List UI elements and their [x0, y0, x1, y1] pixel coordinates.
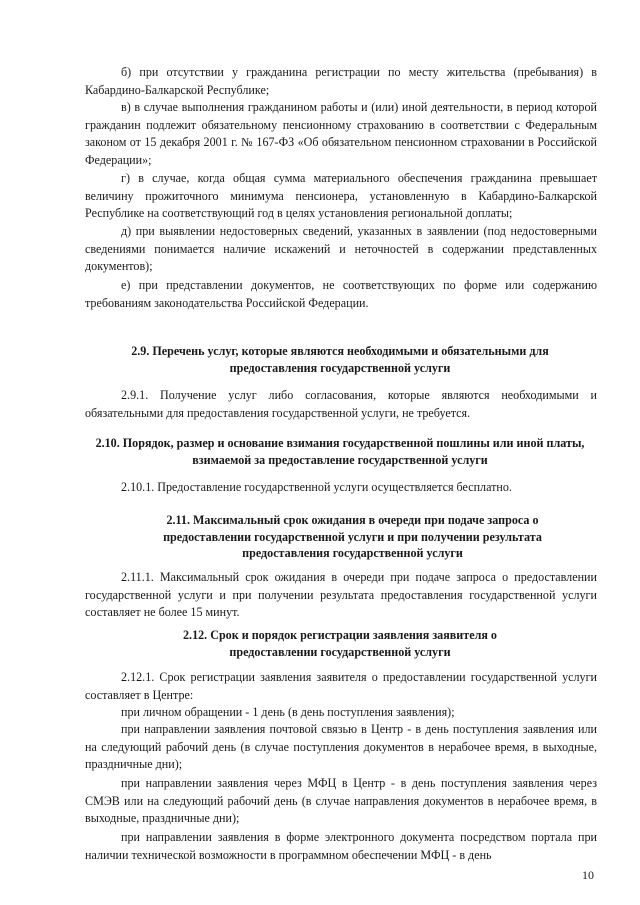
paragraph-postal: при направлении заявления почтовой связью в Центр - в день поступления заявления или на следующий рабочий день (в случае поступления документов в нерабочее время, в выходные, праздничные дни);	[85, 722, 597, 772]
page-number: 10	[582, 868, 594, 882]
heading-2-11: 2.11. Максимальный срок ожидания в очереди при подаче запроса о предоставлении государственной услуги и при получении результата предоставления государственной услуги	[163, 513, 542, 560]
paragraph-electronic: при направлении заявления в форме электронного документа посредством портала при наличии технической возможности в программном обеспечении МФЦ - в день	[85, 830, 597, 862]
paragraph-e: е) при представлении документов, не соответствующих по форме или содержанию требованиям законодательства Российской Федерации.	[85, 278, 597, 310]
heading-2-12: 2.12. Срок и порядок регистрации заявления заявителя о предоставлении государственной услуги	[183, 628, 497, 659]
paragraph-2-11-1: 2.11.1. Максимальный срок ожидания в очереди при подаче запроса о предоставлении государственной услуги и при получении результата предоставления государственной услуги составляет не более 15 минут.	[85, 570, 597, 620]
paragraph-d: д) при выявлении недостоверных сведений, указанных в заявлении (под недостоверными сведениями понимается наличие искажений и неточностей в содержании представленных документов);	[85, 224, 597, 274]
heading-2-9: 2.9. Перечень услуг, которые являются необходимыми и обязательными для предоставления государственной услуги	[131, 344, 549, 375]
paragraph-mfc: при направлении заявления через МФЦ в Центр - в день поступления заявления через СМЭВ или на следующий рабочий день (в случае направления документов в нерабочее время, в выходные, праздничные дни);	[85, 776, 597, 826]
paragraph-personal: при личном обращении - 1 день (в день поступления заявления);	[121, 705, 455, 719]
heading-2-10: 2.10. Порядок, размер и основание взимания государственной пошлины или иной платы, взимаемой за предоставление государственной услуги	[95, 436, 585, 467]
paragraph-2-10-1: 2.10.1. Предоставление государственной услуги осуществляется бесплатно.	[121, 480, 512, 494]
paragraph-b: б) при отсутствии у гражданина регистрации по месту жительства (пребывания) в Кабардино-Балкарской Республике;	[85, 65, 597, 97]
paragraph-2-12-1: 2.12.1. Срок регистрации заявления заявителя о предоставлении государственной услуги составляет в Центре:	[85, 670, 597, 702]
paragraph-2-9-1: 2.9.1. Получение услуг либо согласования, которые являются необходимыми и обязательными для предоставления государственной услуги, не требуется.	[85, 388, 597, 420]
paragraph-v: в) в случае выполнения гражданином работы и (или) иной деятельности, в период которой гражданин подлежит обязательному пенсионному страхованию в соответствии с Федеральным законом от 15 декабря 2001 г. № 167-ФЗ «Об обязательном пенсионном страховании в Российской Федерации»;	[85, 100, 597, 167]
paragraph-g: г) в случае, когда общая сумма материального обеспечения гражданина превышает величину прожиточного минимума пенсионера, установленную в Кабардино-Балкарской Республике на соответствующий год в целях установления региональной доплаты;	[85, 171, 597, 221]
